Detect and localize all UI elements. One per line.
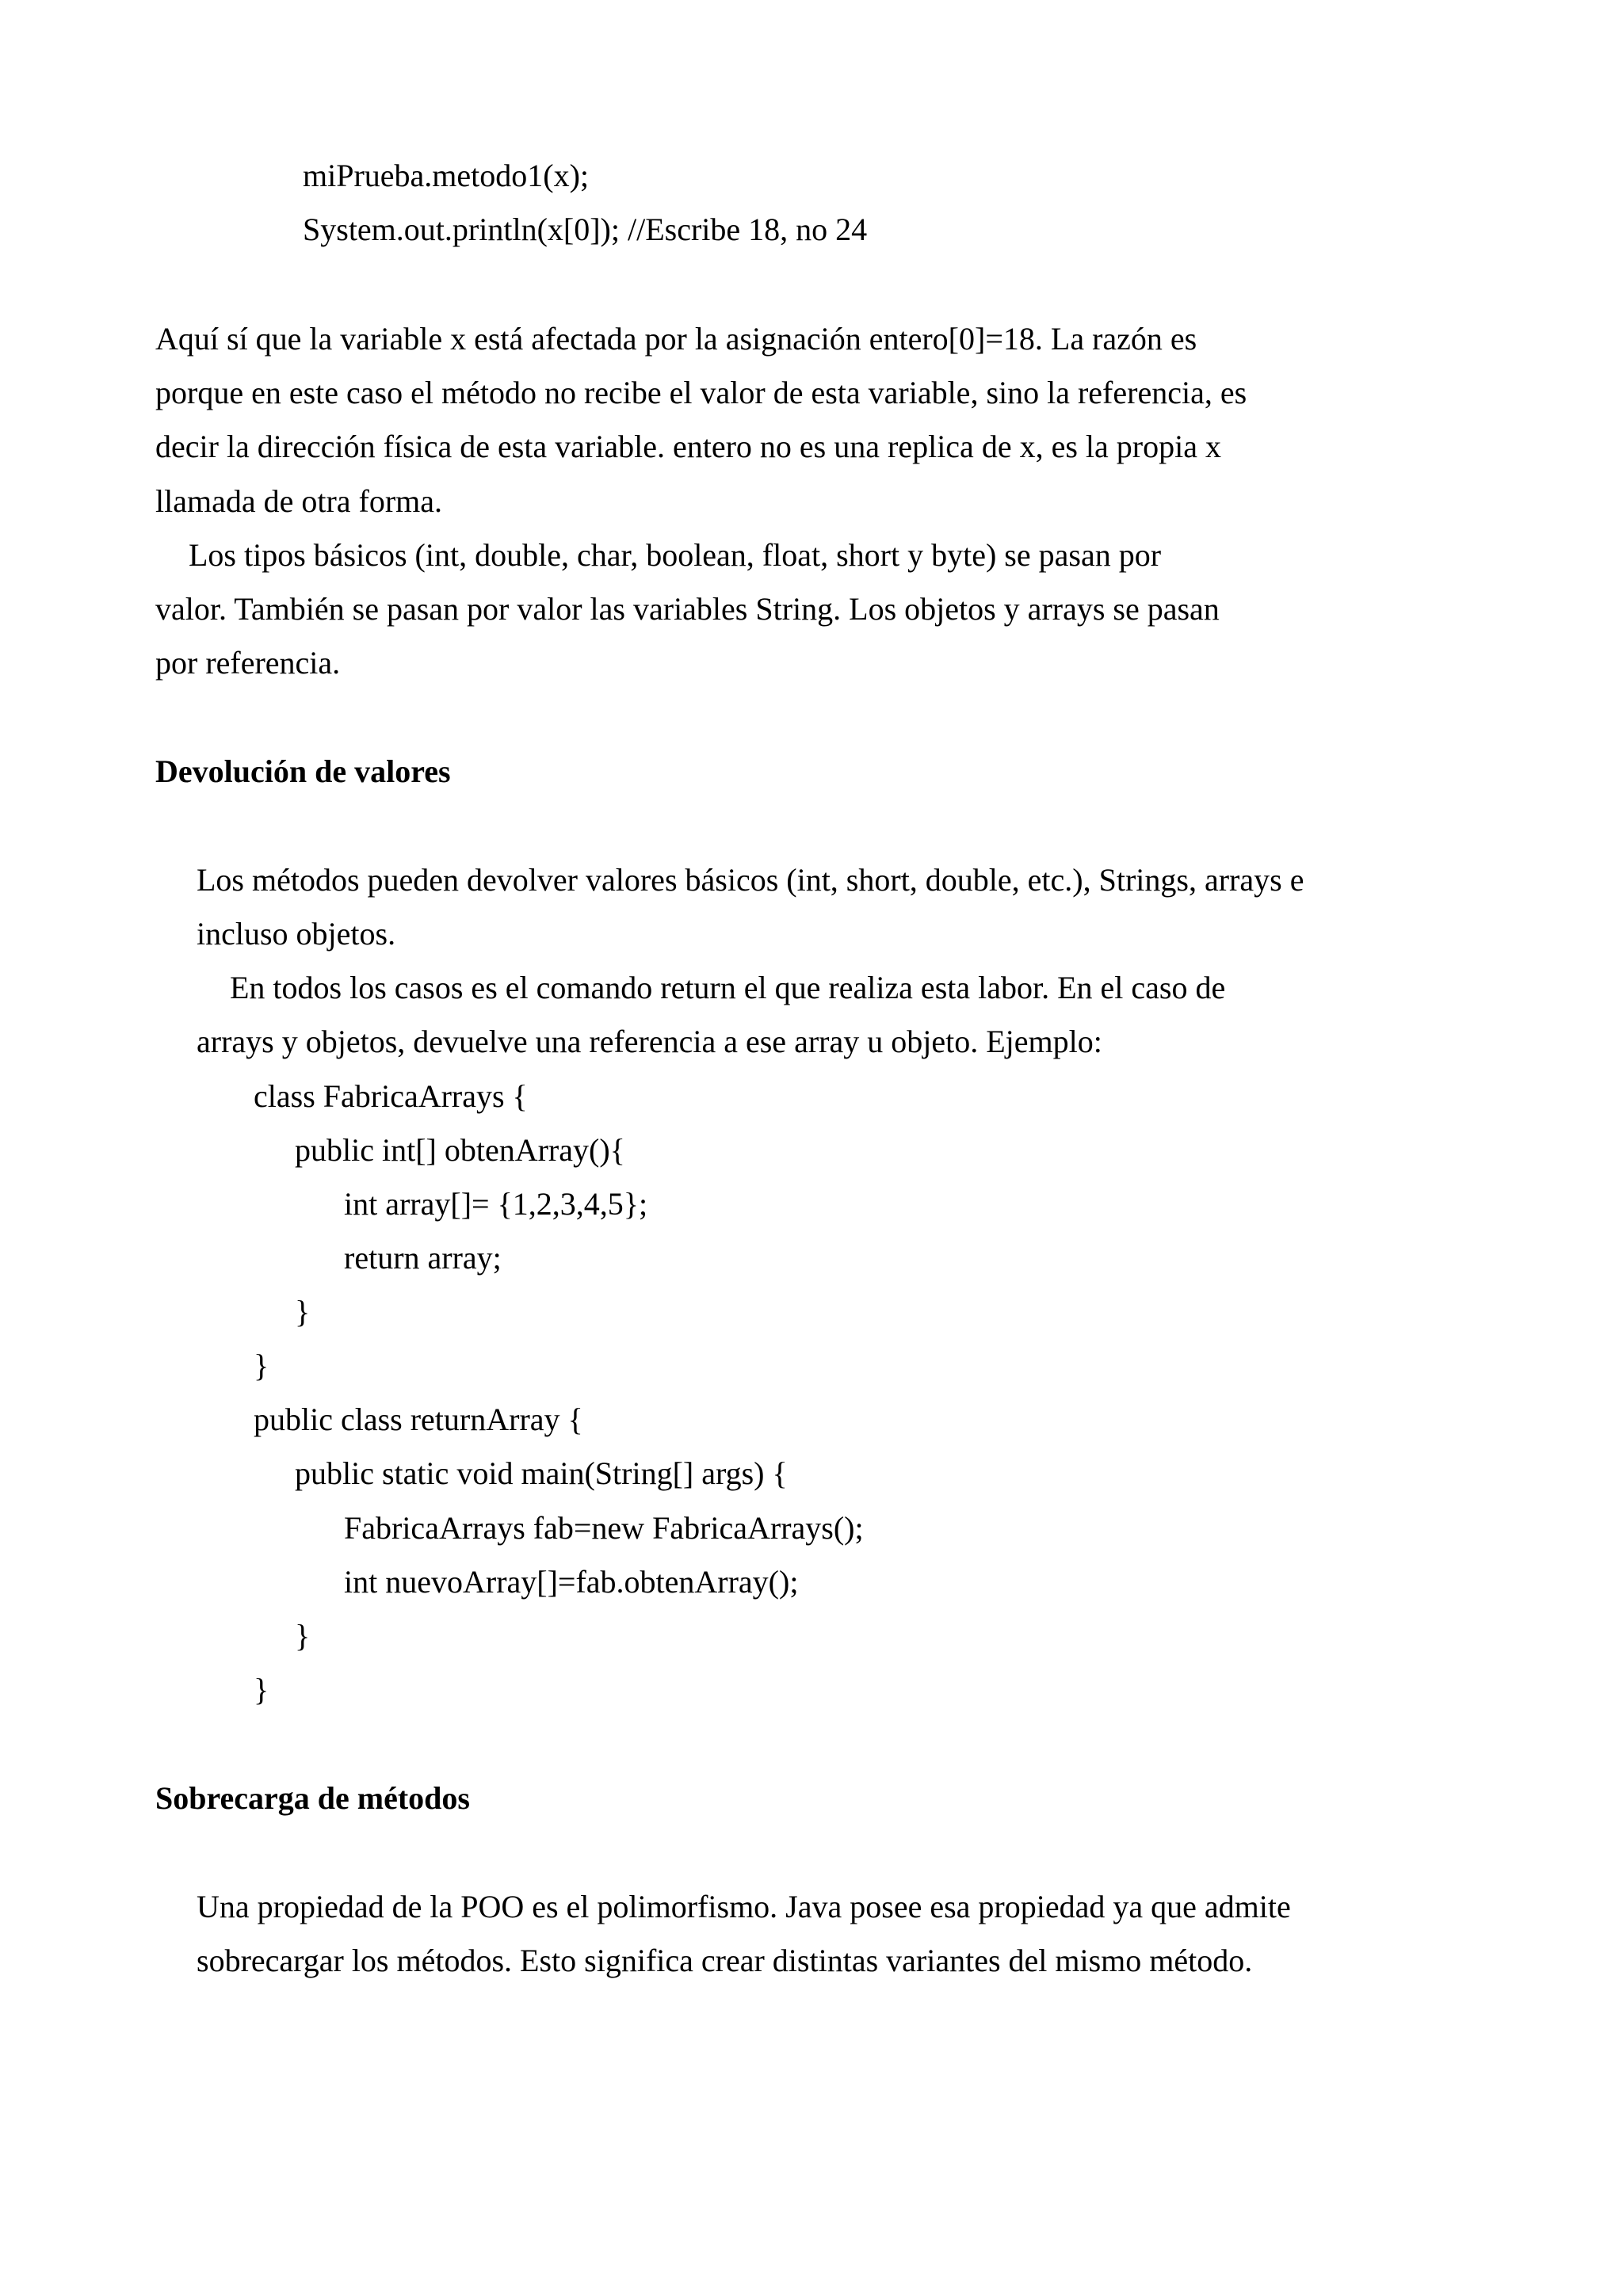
paragraph-line: llamada de otra forma. (155, 483, 443, 519)
code-line: public int[] obtenArray(){ (295, 1132, 625, 1168)
code-line: } (254, 1348, 269, 1383)
paragraph-line: Los tipos básicos (int, double, char, boolean, float, short y byte) se pasan por (189, 537, 1162, 573)
section-heading: Sobrecarga de métodos (155, 1780, 470, 1816)
paragraph-line: incluso objetos. (197, 916, 396, 952)
paragraph-line: arrays y objetos, devuelve una referencia a ese array u objeto. Ejemplo: (197, 1024, 1102, 1059)
code-line: class FabricaArrays { (254, 1078, 528, 1114)
paragraph-line: valor. También se pasan por valor las variables String. Los objetos y arrays se pasan (155, 591, 1220, 627)
paragraph-line: Los métodos pueden devolver valores básicos (int, short, double, etc.), Strings, arrays e (197, 862, 1304, 898)
section-heading: Devolución de valores (155, 753, 451, 789)
code-line: public class returnArray { (254, 1402, 583, 1437)
code-line: } (295, 1618, 311, 1653)
code-line: int array[]= {1,2,3,4,5}; (344, 1186, 648, 1222)
code-line: } (254, 1672, 269, 1707)
paragraph-line: En todos los casos es el comando return el que realiza esta labor. En el caso de (230, 970, 1226, 1005)
code-line: return array; (344, 1240, 502, 1276)
paragraph-line: Aquí sí que la variable x está afectada por la asignación entero[0]=18. La razón es (155, 321, 1197, 357)
paragraph-line: porque en este caso el método no recibe el valor de esta variable, sino la referencia, es (155, 375, 1247, 410)
paragraph-line: por referencia. (155, 645, 341, 681)
code-line: } (295, 1294, 311, 1329)
paragraph-line: Una propiedad de la POO es el polimorfismo. Java posee esa propiedad ya que admite (197, 1889, 1291, 1924)
paragraph-line: sobrecargar los métodos. Esto significa crear distintas variantes del mismo método. (197, 1943, 1253, 1978)
code-line: System.out.println(x[0]); //Escribe 18, no 24 (303, 212, 868, 247)
paragraph-line: decir la dirección física de esta variable. entero no es una replica de x, es la propia x (155, 429, 1221, 464)
code-line: public static void main(String[] args) { (295, 1455, 788, 1491)
code-line: miPrueba.metodo1(x); (303, 158, 590, 193)
code-line: int nuevoArray[]=fab.obtenArray(); (344, 1564, 799, 1600)
code-line: FabricaArrays fab=new FabricaArrays(); (344, 1510, 864, 1546)
